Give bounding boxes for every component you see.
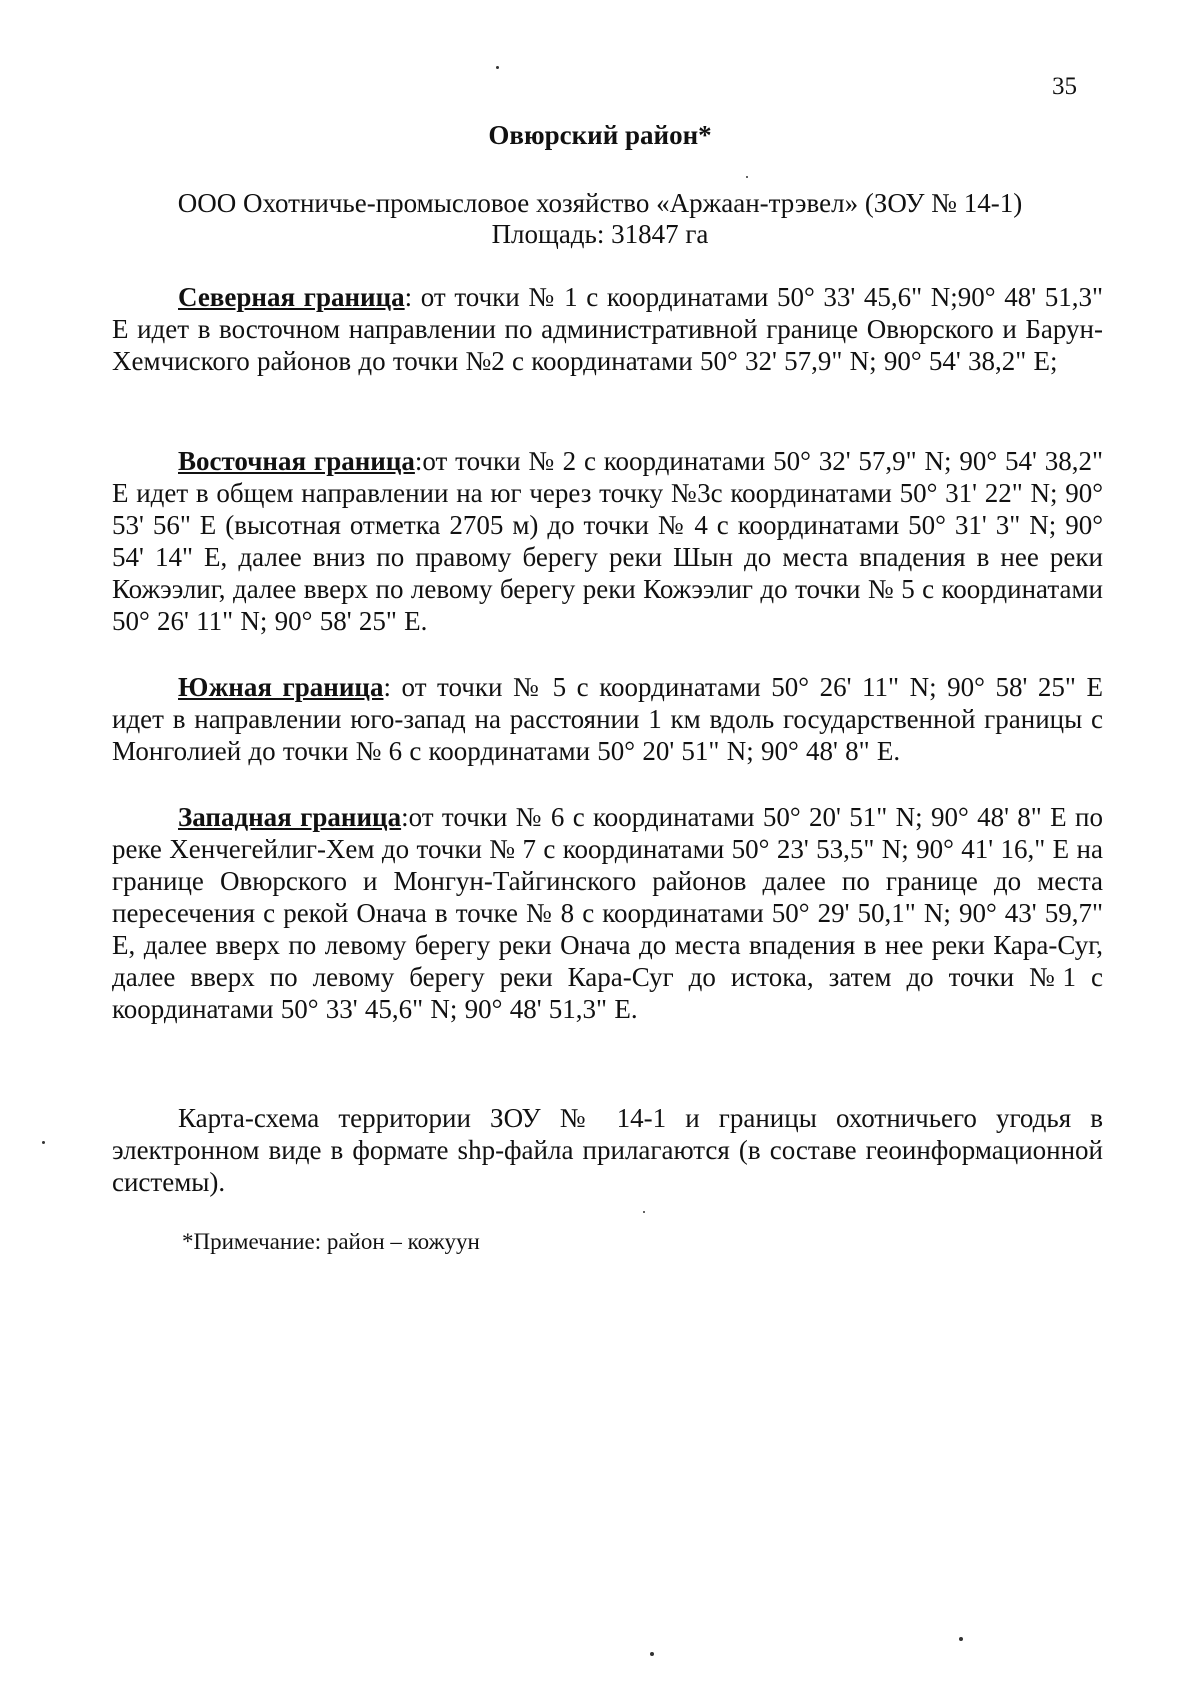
page-number: 35 [1052, 73, 1077, 100]
scan-speck [496, 66, 499, 69]
page-title: Овюрский район* [488, 120, 712, 150]
east-boundary-paragraph [112, 445, 1103, 637]
south-boundary-heading: Южная граница [178, 672, 384, 702]
east-boundary-heading: Восточная граница [178, 446, 415, 476]
organization-name: ООО Охотничье-промысловое хозяйство «Аржаан-трэвел» (ЗОУ № 14-1) [177, 188, 1023, 218]
north-boundary-paragraph [112, 281, 1103, 377]
scan-speck [42, 1141, 45, 1144]
map-scheme-note: Карта-схема территории ЗОУ № 14-1 и границы охотничьего угодья в электронном виде в формате shp-файла прилагаются (в составе геоинформационной системы). [112, 1103, 1103, 1197]
north-boundary-heading: Северная граница [178, 282, 405, 312]
west-boundary-text: :от точки № 6 с координатами 50° 20' 51" N; 90° 48' 8" Е по реке Хенчегейлиг-Хем до точки № 7 с координатами 50° 23' 53,5" N; 90° 41' 16," Е на границе Овюрского и Монгун-Тайгинского районов далее по границе до места пересечения с рекой Онача в точке № 8 с координатами 50° 29' 50,1" N; 90° 43' 59,7" Е, далее вверх по левому берегу реки Онача до места впадения в нее реки Кара-Суг, далее вверх по левому берегу реки Кара-Суг до истока, затем до точки №1 с координатами 50° 33' 45,6" N; 90° 48' 51,3" Е. [112, 802, 1103, 1024]
organization-area: Площадь: 31847 га [491, 219, 709, 249]
west-boundary-paragraph [112, 801, 1103, 1025]
scan-speck [959, 1637, 963, 1641]
west-boundary-heading: Западная граница [178, 802, 402, 832]
south-boundary-paragraph [112, 671, 1103, 767]
scan-speck [650, 1652, 654, 1656]
footnote: *Примечание: район – кожуун [182, 1229, 480, 1254]
north-boundary-text: : от точки № 1 с координатами 50° 33' 45,6" N;90° 48' 51,3" Е идет в восточном направлении по административной границе Овюрского и Барун-Хемчиского районов до точки №2 с координатами 50° 32' 57,9" N; 90° 54' 38,2" Е; [112, 282, 1103, 376]
east-boundary-text: :от точки № 2 с координатами 50° 32' 57,9" N; 90° 54' 38,2" Е идет в общем направлении на юг через точку №3с координатами 50° 31' 22" N; 90° 53' 56" Е (высотная отметка 2705 м) до точки № 4 с координатами 50° 31' 3" N; 90° 54' 14" Е, далее вниз по правому берегу реки Шын до места впадения в нее реки Кожээлиг, далее вверх по левому берегу реки Кожээлиг до точки № 5 с координатами 50° 26' 11" N; 90° 58' 25" Е. [112, 446, 1103, 636]
scan-speck [746, 176, 748, 178]
scan-speck [643, 1211, 645, 1213]
south-boundary-text: : от точки № 5 с координатами 50° 26' 11" N; 90° 58' 25" Е идет в направлении юго-запад на расстоянии 1 км вдоль государственной границы с Монголией до точки № 6 с координатами 50° 20' 51" N; 90° 48' 8" Е. [112, 672, 1103, 766]
